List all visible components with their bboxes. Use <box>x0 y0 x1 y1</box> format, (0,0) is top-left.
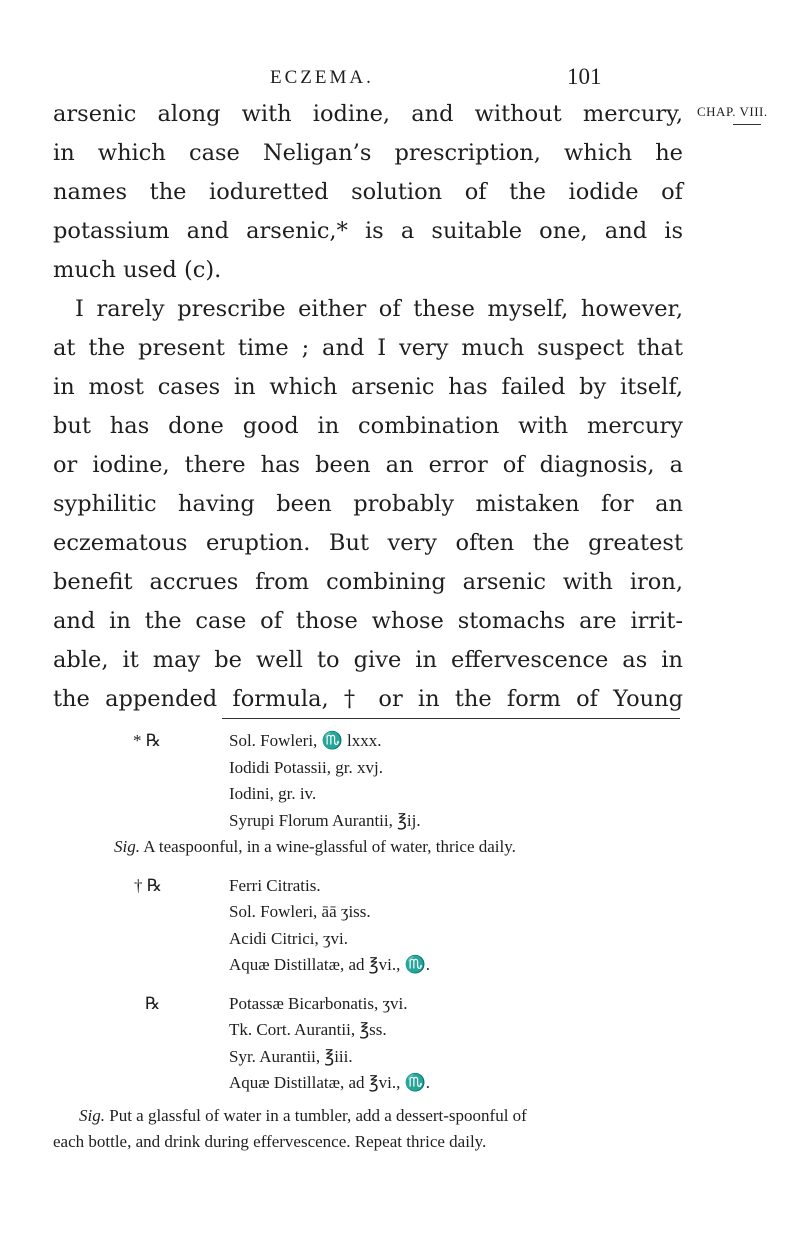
sig-line <box>53 1103 733 1130</box>
body-line: syphilitic having been probably mistaken for an <box>53 491 683 517</box>
chapter-mark: CHAP. VIII. <box>697 104 768 119</box>
body-line: benefit accrues from combining arsenic with iron, <box>53 569 683 595</box>
body-line: much used (c). <box>53 257 222 283</box>
rx-ingredient: Acidi Citrici, ʒvi. <box>229 928 348 948</box>
chapter-mark-underline <box>733 124 761 125</box>
rx-ingredient: Iodidi Potassii, gr. xvj. <box>229 757 383 777</box>
body-line: or iodine, there has been an error of diagnosis, a <box>53 452 683 478</box>
body-line: and in the case of those whose stomachs are irrit- <box>53 608 683 634</box>
body-line: eczematous eruption. But very often the greatest <box>53 530 683 556</box>
rx-ingredient: Iodini, gr. iv. <box>229 784 317 803</box>
body-line: at the present time ; and I very much suspect that <box>53 335 683 361</box>
body-line: I rarely prescribe either of these myself, however, <box>75 296 683 322</box>
rx-marker: ℞ <box>145 993 161 1013</box>
sig-line <box>53 834 733 861</box>
sig-text: A teaspoonful, in a wine-glassful of water, thrice daily. <box>139 837 516 856</box>
body-line: in which case Neligan’s prescription, which he <box>53 140 683 166</box>
rx-ingredient: Potassæ Bicarbonatis, ʒvi. <box>229 993 408 1013</box>
rx-ingredient: Tk. Cort. Aurantii, ℥ss. <box>229 1020 387 1039</box>
body-line: the appended formula, † or in the form of Young <box>53 686 683 712</box>
body-line: able, it may be well to give in effervescence as in <box>53 647 683 673</box>
sig-label: Sig. <box>114 837 140 856</box>
footnote-prescription-3 <box>53 991 733 1156</box>
body-line: in most cases in which arsenic has failed by itself, <box>53 374 683 400</box>
rx-ingredient: Sol. Fowleri, ♏ lxxx. <box>229 731 382 750</box>
body-line: names the ioduretted solution of the iodide of <box>53 179 683 205</box>
body-line: arsenic along with iodine, and without mercury, <box>53 101 683 127</box>
sig-label: Sig. <box>79 1105 105 1125</box>
rx-ingredient: Syr. Aurantii, ℥iii. <box>229 1046 353 1066</box>
sig-text: Put a glassful of water in a tumbler, add a dessert-spoonful of <box>104 1105 527 1125</box>
footnote-prescription-1 <box>53 728 733 861</box>
running-head: ECZEMA. <box>270 67 374 88</box>
page-number: 101 <box>567 64 602 89</box>
footnotes <box>53 728 733 1156</box>
sig-line <box>53 1129 733 1156</box>
footnote-prescription-2 <box>53 873 733 979</box>
rx-ingredient: Ferri Citratis. <box>229 875 321 895</box>
body-line: potassium and arsenic,* is a suitable one, and is <box>53 218 683 244</box>
body-line: but has done good in combination with mercury <box>53 413 683 439</box>
body-text <box>53 95 683 719</box>
rx-marker: * ℞ <box>133 731 161 750</box>
rx-ingredient: Aquæ Distillatæ, ad ℥vi., ♏. <box>229 1073 430 1092</box>
rx-marker: † ℞ <box>134 875 162 895</box>
footnote-rule <box>222 718 680 719</box>
rx-ingredient: Syrupi Florum Aurantii, ℥ij. <box>229 810 421 830</box>
rx-ingredient: Sol. Fowleri, āā ʒiss. <box>229 902 371 921</box>
sig-text: each bottle, and drink during effervescence. Repeat thrice daily. <box>53 1132 487 1151</box>
rx-ingredient: Aquæ Distillatæ, ad ℥vi., ♏. <box>229 955 430 974</box>
